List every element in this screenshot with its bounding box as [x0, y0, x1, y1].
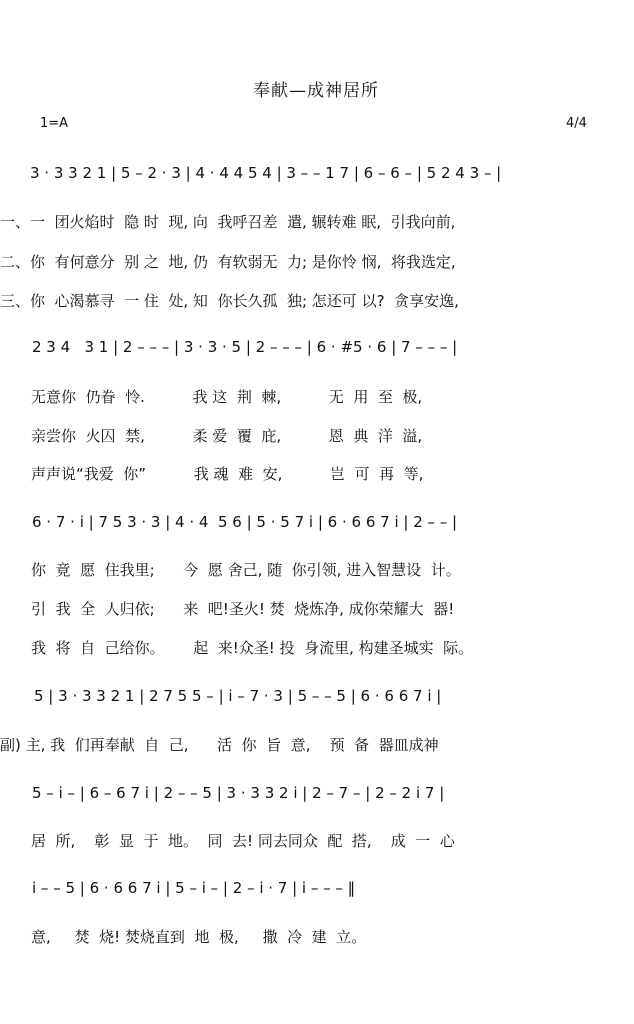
notation-line-5: 5 – i – | 6 – 6 7 i | 2 – – 5 | 3 · 3 3 2 i | 2 – 7 – | 2 – 2 i 7 |: [32, 784, 445, 802]
lyric-line-5: 居 所, 彰 显 于 地。 同 去! 同去同众 配 搭, 成 一 心: [31, 832, 455, 850]
notation-line-2: 2 3 4 3 1 | 2 – – – | 3 · 3 · 5 | 2 – – – | 6 · #5 · 6 | 7 – – – |: [32, 338, 458, 356]
lyric-line-6: 意, 焚 烧! 焚烧直到 地 极, 撒 冷 建 立。: [31, 928, 367, 946]
lyric-line-2-verse-3: 声声说“我爱 你” 我 魂 难 安, 岂 可 再 等,: [31, 465, 424, 483]
lyric-line-2-verse-2: 亲尝你 火囚 禁, 柔 爱 覆 庇, 恩 典 洋 溢,: [31, 427, 423, 445]
lyric-line-1-verse-2: 二、你 有何意分 别 之 地, 仍 有软弱无 力; 是你怜 悯, 将我选定,: [0, 253, 456, 271]
lyric-line-3-verse-2: 引 我 全 人归依; 来 吧!圣火! 焚 烧炼净, 成你荣耀大 器!: [31, 600, 455, 618]
lyric-line-2-verse-1: 无意你 仍眷 怜. 我 这 荆 棘, 无 用 至 极,: [31, 388, 423, 406]
lyric-line-1-verse-3: 三、你 心渴慕寻 一 住 处, 知 你长久孤 独; 怎还可 以? 贪享安逸,: [0, 292, 459, 310]
notation-line-4: 5 | 3 · 3 3 2 1 | 2 7 5 5 – | i – 7 · 3 | 5 – – 5 | 6 · 6 6 7 i |: [34, 687, 442, 705]
lyric-line-3-verse-3: 我 将 自 己给你。 起 来!众圣! 投 身流里, 构建圣城实 际。: [31, 639, 474, 657]
notation-line-3: 6 · 7 · i | 7 5 3 · 3 | 4 · 4 5 6 | 5 · 5 7 i | 6 · 6 6 7 i | 2 – – |: [32, 513, 458, 531]
lyric-line-1-verse-1: 一、一 团火焰时 隐 时 现, 向 我呼召差 遣, 辗转难 眠, 引我向前,: [0, 213, 456, 231]
notation-line-1: 3 · 3 3 2 1 | 5 – 2 · 3 | 4 · 4 4 5 4 | 3 – – 1 7 | 6 – 6 – | 5 2 4 3 – |: [30, 164, 502, 182]
time-signature: 4/4: [566, 116, 587, 131]
lyric-line-3-verse-1: 你 竟 愿 住我里; 今 愿 舍己, 随 你引领, 进入智慧设 计。: [31, 561, 461, 579]
lyric-line-4: 副) 主, 我 们再奉献 自 己, 活 你 旨 意, 预 备 器皿成神: [0, 736, 439, 754]
song-title: 奉献—成神居所: [253, 81, 379, 101]
notation-line-6: i – – 5 | 6 · 6 6 7 i | 5 – i – | 2 – i · 7 | i – – – ‖: [32, 879, 356, 897]
key-signature: 1=A: [40, 116, 69, 131]
